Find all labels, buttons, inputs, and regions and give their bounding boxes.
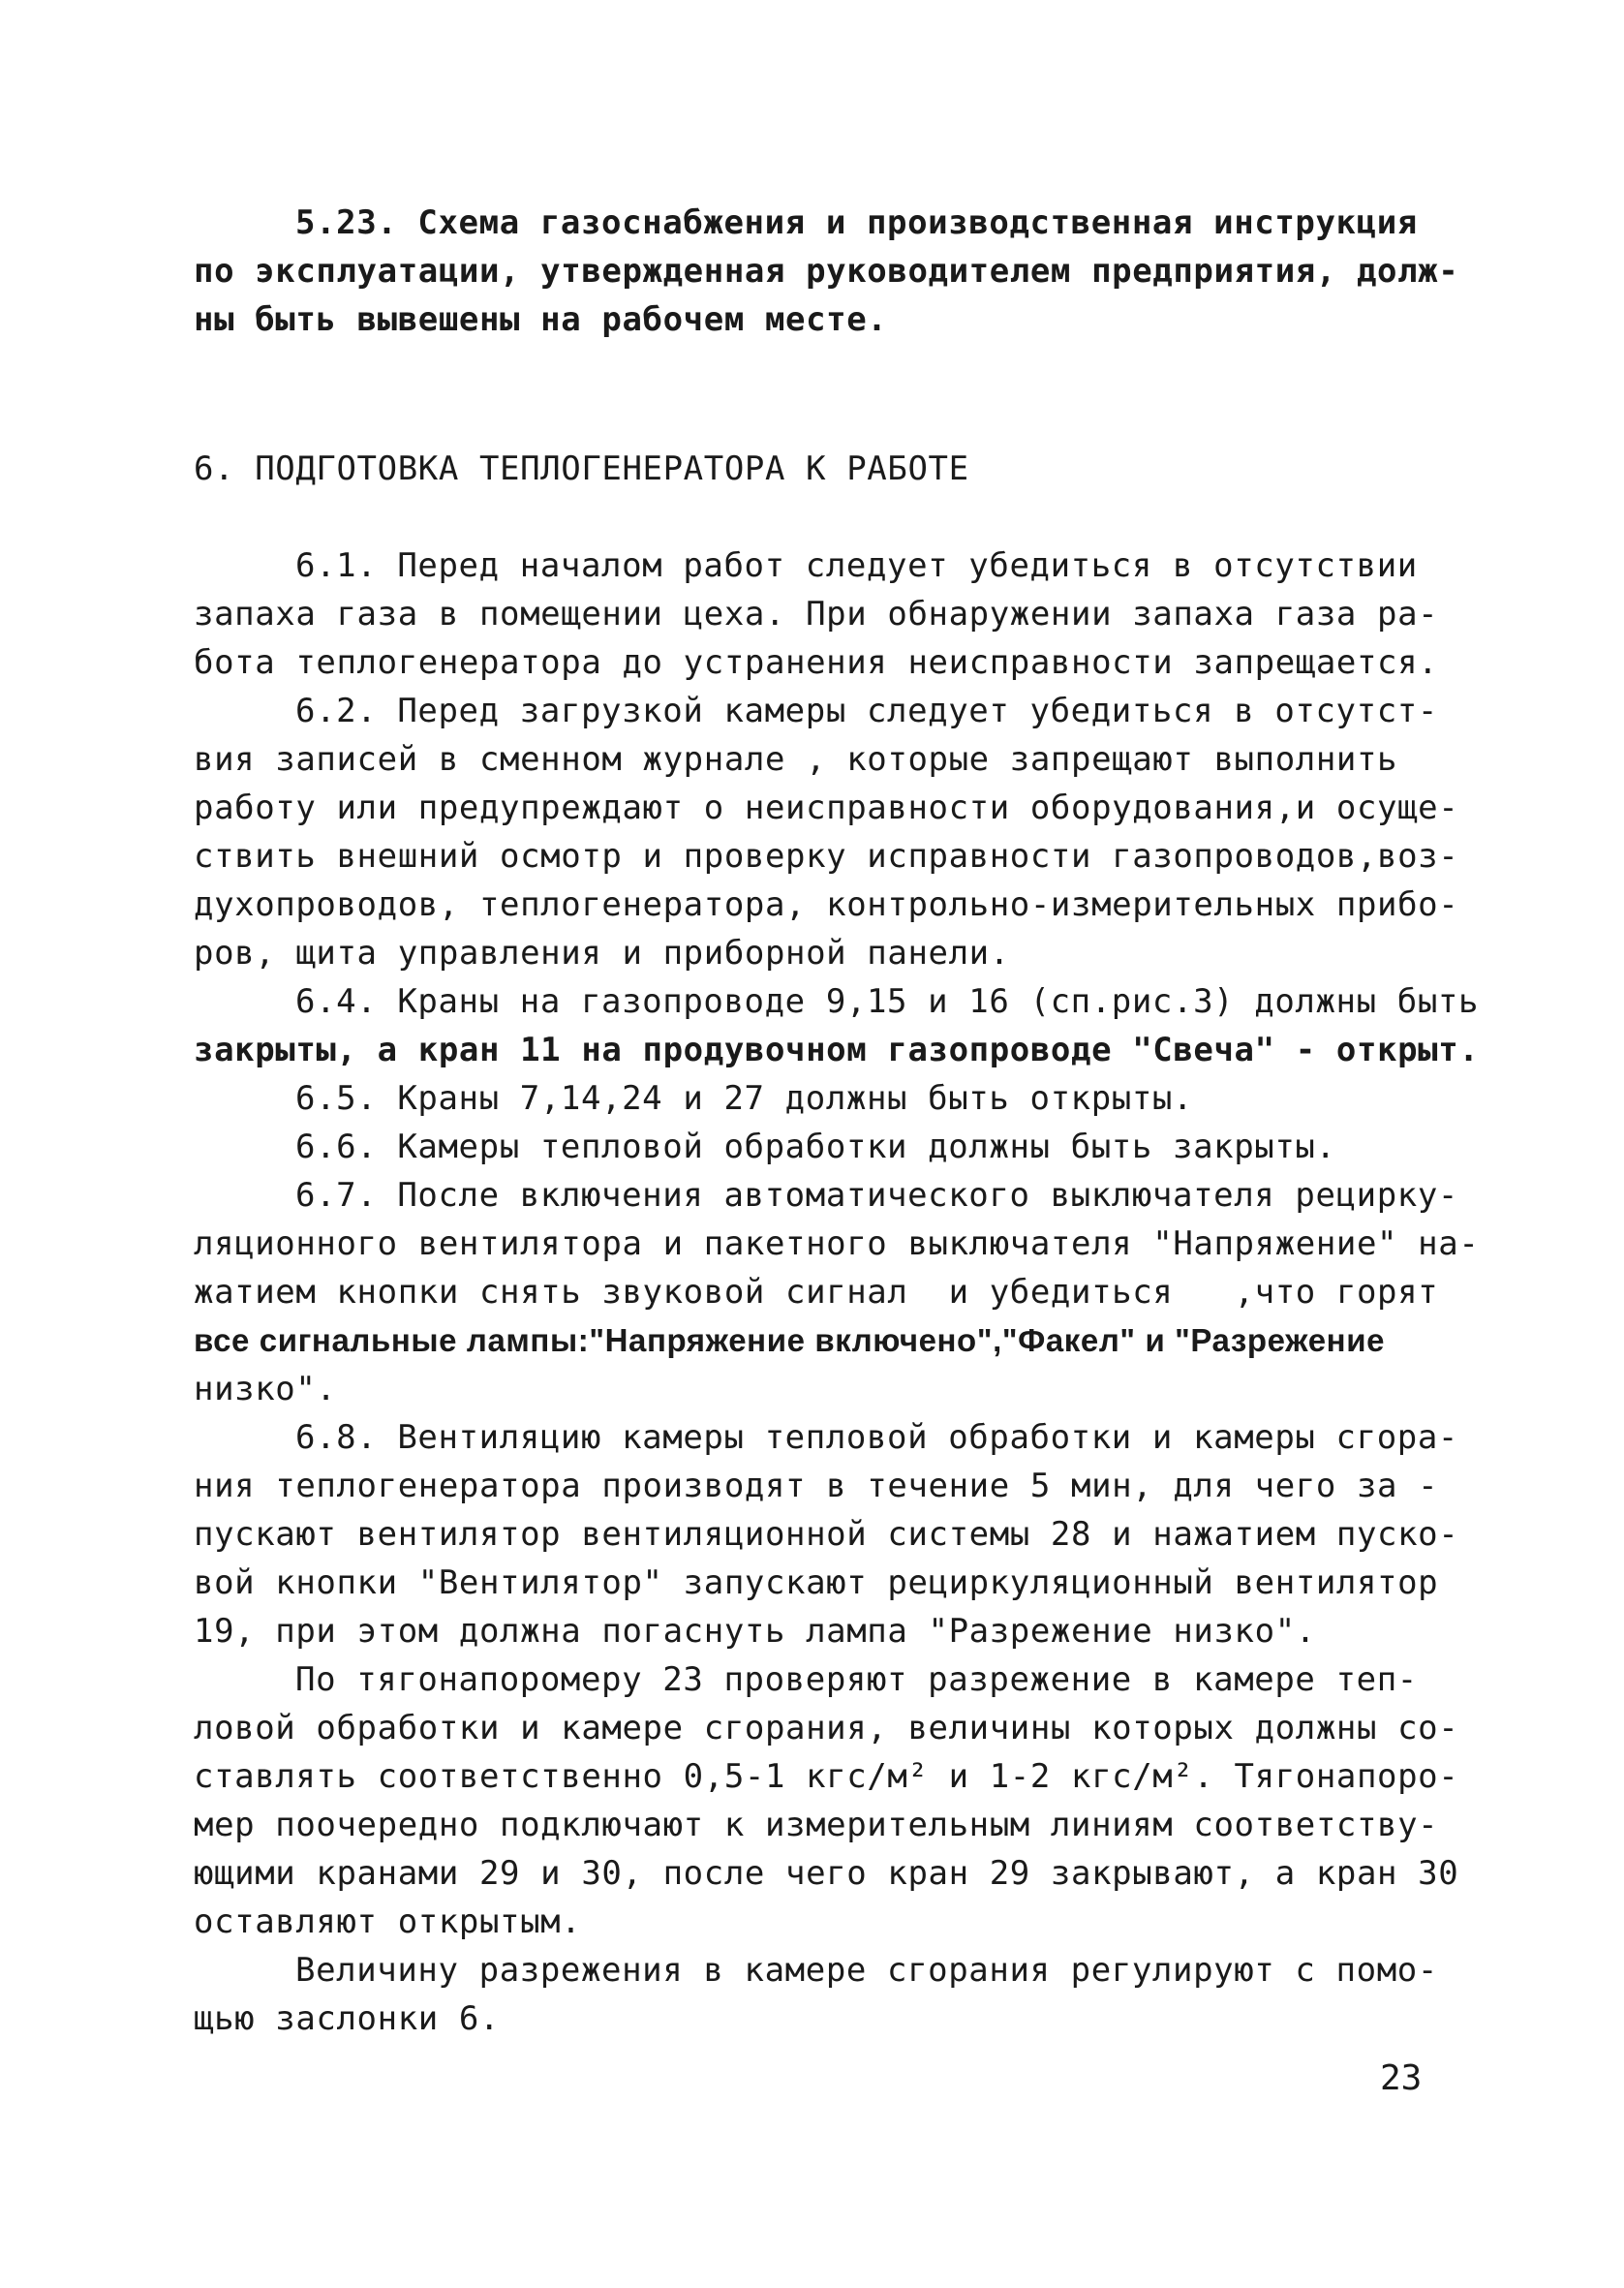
text-line: ставлять соответственно 0,5-1 кгс/м² и 1-2 кгс/м². Тягонапоро- — [194, 1757, 1459, 1796]
text-line: вой кнопки "Вентилятор" запускают рециркуляционный вентилятор — [194, 1563, 1439, 1602]
text-line: ния теплогенератора производят в течение 5 мин, для чего за - — [194, 1467, 1439, 1505]
text-line: 6.1. Перед началом работ следует убедиться в отсутствии — [295, 546, 1418, 585]
section-heading: 6. ПОДГОТОВКА ТЕПЛОГЕНЕРАТОРА К РАБОТЕ — [194, 449, 969, 488]
text-line: закрыты, а кран 11 на продувочном газопроводе "Свеча" - открыт. — [194, 1031, 1480, 1069]
text-line: ны быть вывешены на рабочем месте. — [194, 300, 888, 339]
text-line: ющими кранами 29 и 30, после чего кран 29 закрывают, а кран 30 — [194, 1854, 1459, 1893]
text-line: ловой обработки и камере сгорания, величины которых должны со- — [194, 1709, 1459, 1747]
text-line: оставляют открытым. — [194, 1902, 582, 1941]
text-line: бота теплогенератора до устранения неисправности запрещается. — [194, 643, 1439, 682]
text-line: 5.23. Схема газоснабжения и производственная инструкция — [295, 203, 1418, 242]
text-line: 19, при этом должна погаснуть лампа "Разрежение низко". — [194, 1612, 1316, 1651]
text-line: По тягонапоромеру 23 проверяют разрежение в камере теп- — [295, 1660, 1418, 1699]
text-line: 6.5. Краны 7,14,24 и 27 должны быть открыты. — [295, 1079, 1194, 1118]
text-line: по эксплуатации, утвержденная руководителем предприятия, долж- — [194, 252, 1459, 291]
text-line: ляционного вентилятора и пакетного выключателя "Напряжение" на- — [194, 1224, 1480, 1263]
text-line: 6.8. Вентиляцию камеры тепловой обработки и камеры сгора- — [295, 1418, 1458, 1457]
text-line: жатием кнопки снять звуковой сигнал и убедиться ,что горят — [194, 1273, 1439, 1312]
text-line: вия записей в сменном журнале , которые запрещают выполнить — [194, 740, 1398, 779]
text-line: все сигнальные лампы:"Напряжение включено","Факел" и "Разрежение — [194, 1322, 1386, 1358]
text-line: пускают вентилятор вентиляционной системы 28 и нажатием пуско- — [194, 1515, 1459, 1554]
text-line: 6.4. Краны на газопроводе 9,15 и 16 (сп.рис.3) должны быть — [295, 982, 1480, 1021]
text-line: щью заслонки 6. — [194, 1999, 501, 2038]
page-number: 23 — [1380, 2058, 1423, 2098]
text-line: запаха газа в помещении цеха. При обнаружении запаха газа ра- — [194, 595, 1439, 634]
text-line: Величину разрежения в камере сгорания регулируют с помо- — [295, 1951, 1438, 1990]
text-line: ров, щита управления и приборной панели. — [194, 934, 1010, 973]
text-line: 6.6. Камеры тепловой обработки должны быть закрыты. — [295, 1128, 1336, 1166]
text-line: работу или предупреждают о неисправности оборудования,и осуще- — [194, 788, 1459, 827]
text-line: 6.2. Перед загрузкой камеры следует убедиться в отсутст- — [295, 692, 1438, 730]
text-line: мер поочередно подключают к измерительным линиям соответству- — [194, 1806, 1439, 1844]
text-line: ствить внешний осмотр и проверку исправности газопроводов,воз- — [194, 837, 1459, 876]
text-line: низко". — [194, 1370, 337, 1408]
text-line: 6.7. После включения автоматического выключателя рециркy- — [295, 1176, 1458, 1215]
text-line: духопроводов, теплогенератора, контрольно-измерительных прибо- — [194, 885, 1459, 924]
